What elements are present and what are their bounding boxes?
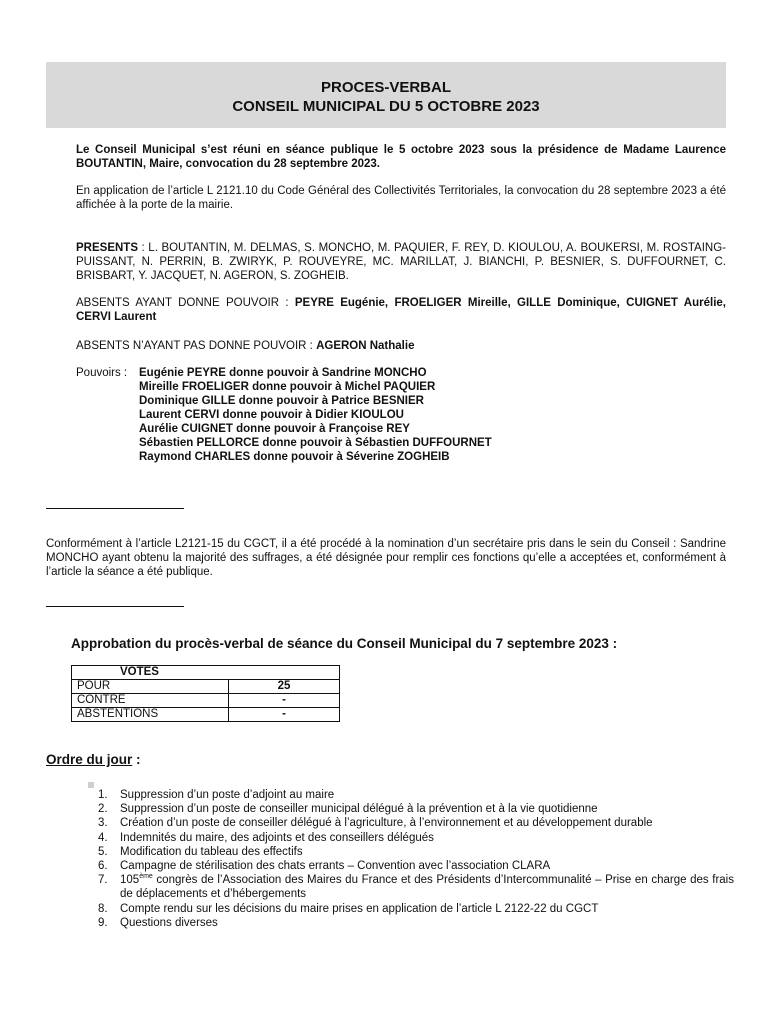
absent-with-power — [76, 296, 726, 324]
item-text: Suppression d’un poste de conseiller municipal délégué à la prévention et à la vie quotidienne — [120, 803, 598, 816]
item-number: 6. — [98, 860, 108, 873]
list-item — [98, 802, 734, 816]
votes-table — [71, 665, 340, 722]
list-item — [98, 902, 734, 916]
votes-header: VOTES — [72, 666, 340, 680]
pouvoirs-label: Pouvoirs : — [76, 367, 128, 379]
list-item — [98, 788, 734, 802]
agenda-title: Ordre du jour — [46, 752, 133, 767]
item-text: Indemnités du maire, des adjoints et des conseillers délégués — [120, 831, 434, 844]
table-row — [72, 694, 340, 708]
item-text: congrès de l’Association des Maires du France et des Présidents d’Intercommunalité – Prise en charge des frais de déplacements et d’hébergements — [120, 874, 734, 901]
list-item — [98, 816, 734, 830]
absent-nopower-names: AGERON Nathalie — [316, 340, 415, 352]
table-row — [72, 680, 340, 694]
item-text: Suppression d’un poste d’adjoint au maire — [120, 789, 335, 801]
divider-line — [46, 606, 184, 607]
vote-label: CONTRE — [72, 694, 229, 708]
vote-value: - — [229, 708, 340, 722]
item-number: 5. — [98, 845, 108, 858]
absent-without-power — [76, 339, 726, 353]
pouvoir-item: Raymond CHARLES donne pouvoir à Séverine ZOGHEIB — [139, 451, 450, 463]
absent-power-names: PEYRE Eugénie, FROELIGER Mireille, GILLE Dominique, CUIGNET Aurélie, CERVI Laurent — [76, 297, 726, 323]
list-item — [98, 831, 734, 845]
item-ordinal: 105 — [120, 874, 140, 887]
title-banner — [46, 62, 726, 128]
list-item — [98, 859, 734, 873]
present-members — [76, 241, 726, 283]
item-number: 1. — [98, 789, 108, 801]
item-number: 4. — [98, 831, 108, 844]
item-text: Campagne de stérilisation des chats errants – Convention avec l’association CLARA — [120, 860, 551, 873]
list-item — [98, 916, 734, 930]
present-label: PRESENTS — [76, 242, 138, 254]
pouvoir-item: Mireille FROELIGER donne pouvoir à Michel PAQUIER — [139, 381, 436, 393]
square-bullet-icon — [88, 782, 94, 788]
item-text: Compte rendu sur les décisions du maire prises en application de l’article L 2122-22 du CGCT — [120, 902, 599, 915]
pouvoirs-list — [139, 366, 492, 464]
document-subtitle: CONSEIL MUNICIPAL DU 5 OCTOBRE 2023 — [232, 98, 540, 115]
convocation-paragraph: En application de l’article L 2121.10 du Code Général des Collectivités Territoriales, la convocation du 28 septembre 2023 a été affichée à la porte de la mairie. — [76, 185, 726, 211]
item-text: Création d’un poste de conseiller délégué à l’agriculture, à l’environnement et au développement durable — [120, 817, 653, 830]
item-number: 8. — [98, 902, 108, 915]
vote-value: 25 — [229, 680, 340, 694]
present-names: : L. BOUTANTIN, M. DELMAS, S. MONCHO, M. PAQUIER, F. REY, D. KIOULOU, A. BOUKERSI, M. ROSTAING-PUISSANT, N. PERRIN, B. ZWIRYK, P. ROUVEYRE, MC. MARILLAT, J. BIANCHI, P. BESNIER, S. DUFFOURNET, C. BRISBART, Y. JACQUET, N. AGERON, S. ZOGHEIB. — [76, 242, 726, 282]
agenda-list — [98, 788, 734, 930]
absent-nopower-label: ABSENTS N’AYANT PAS DONNE POUVOIR : — [76, 340, 317, 352]
divider-line — [46, 508, 184, 509]
intro-paragraph: Le Conseil Municipal s’est réuni en séance publique le 5 octobre 2023 sous la présidence de Madame Laurence BOUTANTIN, Maire, convocation du 28 septembre 2023. — [76, 144, 726, 170]
item-text: Modification du tableau des effectifs — [120, 845, 303, 858]
item-number: 7. — [98, 874, 108, 887]
agenda-heading — [46, 752, 141, 767]
pouvoir-item: Aurélie CUIGNET donne pouvoir à Françoise REY — [139, 423, 410, 435]
document-title: PROCES-VERBAL — [320, 79, 451, 96]
list-item — [98, 845, 734, 859]
pouvoir-item: Laurent CERVI donne pouvoir à Didier KIOULOU — [139, 409, 404, 421]
votes-header-row — [72, 666, 340, 680]
item-number: 3. — [98, 817, 108, 830]
item-number: 2. — [98, 803, 108, 816]
item-number: 9. — [98, 916, 108, 929]
vote-label: POUR — [72, 680, 229, 694]
pouvoir-item: Sébastien PELLORCE donne pouvoir à Sébastien DUFFOURNET — [139, 437, 492, 449]
item-text: Questions diverses — [120, 916, 218, 929]
table-row — [72, 708, 340, 722]
pouvoir-item: Eugénie PEYRE donne pouvoir à Sandrine MONCHO — [139, 367, 427, 379]
vote-value: - — [229, 694, 340, 708]
pouvoir-item: Dominique GILLE donne pouvoir à Patrice BESNIER — [139, 395, 424, 407]
absent-power-label: ABSENTS AYANT DONNE POUVOIR : — [76, 297, 295, 309]
item-ordinal-suffix: ème — [139, 873, 153, 881]
list-item — [98, 873, 734, 901]
secretary-paragraph: Conformément à l’article L2121-15 du CGCT, il a été procédé à la nomination d’un secrétaire pris dans le sein du Conseil : Sandrine MONCHO ayant obtenu la majorité des suffrages, a été désignée pour remplir ces fonctions qu’elle a acceptées et, conformément à l’article la séance a été publique. — [46, 538, 726, 578]
vote-label: ABSTENTIONS — [72, 708, 229, 722]
agenda-title-suffix: : — [132, 752, 141, 767]
approval-heading: Approbation du procès-verbal de séance du Conseil Municipal du 7 septembre 2023 : — [71, 636, 618, 651]
